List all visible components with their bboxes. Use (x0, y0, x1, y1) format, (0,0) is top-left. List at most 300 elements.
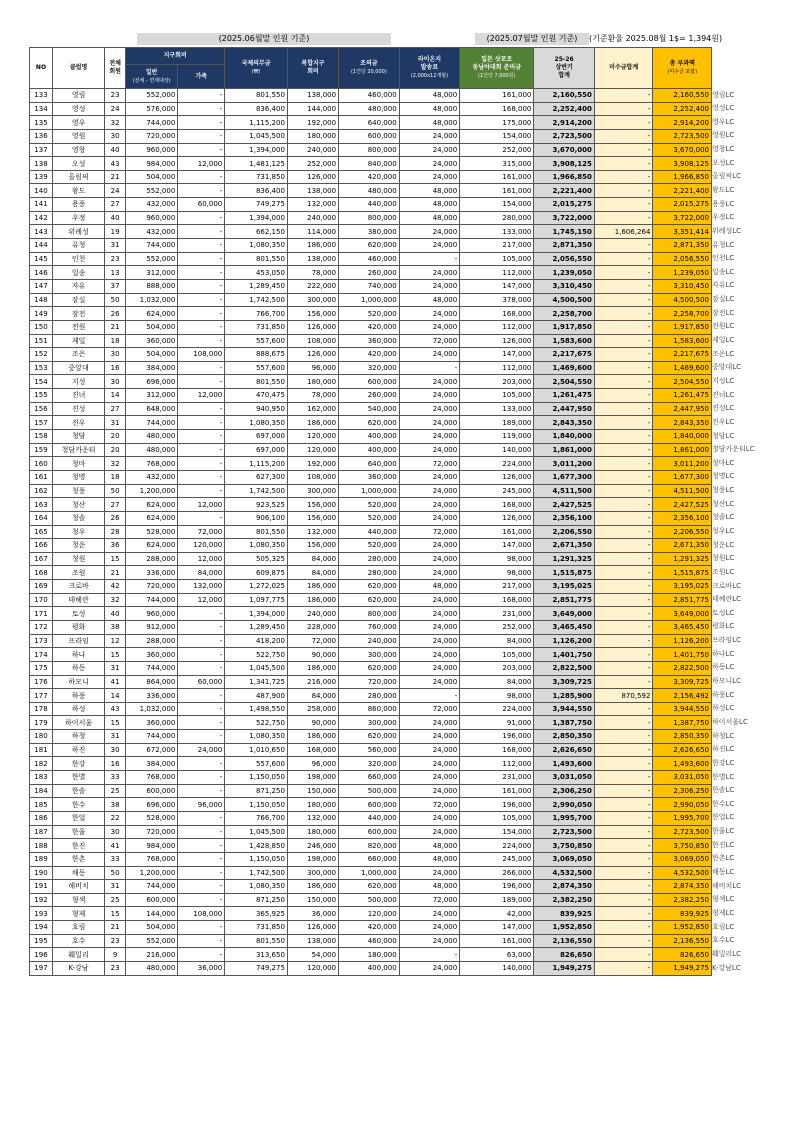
half-total: 1,966,850 (534, 170, 595, 184)
lion-magazine-fee: 24,000 (399, 416, 460, 430)
half-total: 2,871,350 (534, 239, 595, 253)
japan-fund: 98,000 (460, 552, 534, 566)
intl-dues: 940,950 (225, 402, 288, 416)
member-count: 25 (105, 893, 126, 907)
unpaid-total: - (594, 825, 652, 839)
table-row (30, 89, 712, 103)
japan-fund: 154,000 (460, 825, 534, 839)
member-count: 36 (105, 539, 126, 553)
club-name: 전원 (52, 320, 104, 334)
japan-fund: 147,000 (460, 921, 534, 935)
condolence-fee: 620,000 (339, 239, 400, 253)
family-fee: - (178, 293, 225, 307)
header-japan-fund-label: 일본 삿포로 동남아대회 준비금 (472, 56, 522, 71)
half-total: 2,382,250 (534, 893, 595, 907)
club-name: 한별 (52, 771, 104, 785)
table-row (30, 716, 712, 730)
side-club-label: 영성LC (712, 104, 735, 113)
condolence-fee: 280,000 (339, 552, 400, 566)
dues-table (29, 47, 712, 976)
intl-dues: 1,394,000 (225, 211, 288, 225)
side-club-label: 청담LC (712, 431, 735, 440)
row-no: 146 (30, 266, 53, 280)
intl-dues: 871,250 (225, 893, 288, 907)
general-fee: 984,000 (126, 839, 178, 853)
grand-total: 4,500,500 (653, 293, 712, 307)
unpaid-total: - (594, 170, 652, 184)
general-fee: 624,000 (126, 307, 178, 321)
condolence-fee: 480,000 (339, 102, 400, 116)
row-no: 184 (30, 784, 53, 798)
member-count: 25 (105, 784, 126, 798)
lion-magazine-fee: 24,000 (399, 320, 460, 334)
member-count: 40 (105, 607, 126, 621)
table-row (30, 102, 712, 116)
table-row (30, 266, 712, 280)
japan-fund: 189,000 (460, 893, 534, 907)
member-count: 21 (105, 566, 126, 580)
unpaid-total: - (594, 620, 652, 634)
family-fee: - (178, 689, 225, 703)
grand-total: 4,532,500 (653, 866, 712, 880)
member-count: 14 (105, 689, 126, 703)
composite-fee: 168,000 (287, 743, 338, 757)
row-no: 186 (30, 811, 53, 825)
general-fee: 552,000 (126, 89, 178, 103)
general-fee: 744,000 (126, 239, 178, 253)
half-total: 1,677,300 (534, 470, 595, 484)
side-club-label: 영우LC (712, 117, 735, 126)
grand-total: 2,252,400 (653, 102, 712, 116)
composite-fee: 228,000 (287, 620, 338, 634)
club-name: 진성 (52, 402, 104, 416)
member-count: 41 (105, 839, 126, 853)
half-total: 3,309,725 (534, 675, 595, 689)
side-club-label: 한강LC (712, 758, 735, 767)
side-club-label: 한촌LC (712, 854, 735, 863)
lion-magazine-fee: 24,000 (399, 348, 460, 362)
member-count: 30 (105, 743, 126, 757)
row-no: 175 (30, 661, 53, 675)
table-row (30, 457, 712, 471)
general-fee: 768,000 (126, 852, 178, 866)
row-no: 165 (30, 525, 53, 539)
lion-magazine-fee: 24,000 (399, 402, 460, 416)
side-club-label: 한수LC (712, 799, 735, 808)
row-no: 182 (30, 757, 53, 771)
general-fee: 336,000 (126, 566, 178, 580)
unpaid-total: - (594, 921, 652, 935)
japan-fund: 161,000 (460, 934, 534, 948)
grand-total: 1,677,300 (653, 470, 712, 484)
row-no: 192 (30, 893, 53, 907)
club-name: 영림 (52, 89, 104, 103)
grand-total: 2,136,550 (653, 934, 712, 948)
family-fee: - (178, 143, 225, 157)
general-fee: 744,000 (126, 730, 178, 744)
lion-magazine-fee: 24,000 (399, 157, 460, 171)
intl-dues: 801,550 (225, 525, 288, 539)
club-name: 평화 (52, 620, 104, 634)
club-name: 인천 (52, 252, 104, 266)
japan-fund: 175,000 (460, 116, 534, 130)
unpaid-total: - (594, 962, 652, 976)
club-name: 한진 (52, 839, 104, 853)
family-fee: - (178, 266, 225, 280)
condolence-fee: 420,000 (339, 170, 400, 184)
member-count: 40 (105, 211, 126, 225)
member-count: 23 (105, 934, 126, 948)
intl-dues: 1,742,500 (225, 484, 288, 498)
japan-fund: 231,000 (460, 771, 534, 785)
lion-magazine-fee: - (399, 252, 460, 266)
intl-dues: 1,394,000 (225, 607, 288, 621)
half-total: 3,310,450 (534, 279, 595, 293)
grand-total: 1,126,200 (653, 634, 712, 648)
grand-total: 826,650 (653, 948, 712, 962)
family-fee: - (178, 511, 225, 525)
table-row (30, 962, 712, 976)
japan-fund: 154,000 (460, 129, 534, 143)
header-grand-total-label: 총 부과액 (669, 60, 695, 67)
intl-dues: 522,750 (225, 716, 288, 730)
composite-fee: 138,000 (287, 252, 338, 266)
grand-total: 1,291,325 (653, 552, 712, 566)
grand-total: 2,258,700 (653, 307, 712, 321)
family-fee: - (178, 839, 225, 853)
member-count: 24 (105, 184, 126, 198)
general-fee: 552,000 (126, 252, 178, 266)
lion-magazine-fee: 24,000 (399, 566, 460, 580)
general-fee: 696,000 (126, 375, 178, 389)
club-name: 우정 (52, 211, 104, 225)
condolence-fee: 860,000 (339, 702, 400, 716)
row-no: 158 (30, 430, 53, 444)
side-club-label: 조은LC (712, 349, 735, 358)
family-fee: - (178, 334, 225, 348)
lion-magazine-fee: 24,000 (399, 170, 460, 184)
header-lion-magazine (399, 48, 460, 89)
family-fee: - (178, 443, 225, 457)
family-fee: 108,000 (178, 348, 225, 362)
member-count: 12 (105, 634, 126, 648)
member-count: 18 (105, 470, 126, 484)
side-club-label: 자유LC (712, 281, 735, 290)
composite-fee: 222,000 (287, 279, 338, 293)
row-no: 181 (30, 743, 53, 757)
row-no: 169 (30, 580, 53, 594)
header-general (126, 65, 178, 89)
family-fee: - (178, 852, 225, 866)
header-grand-total-sub: (미수금 포함) (667, 69, 698, 75)
condolence-fee: 620,000 (339, 661, 400, 675)
member-count: 38 (105, 798, 126, 812)
intl-dues: 1,742,500 (225, 293, 288, 307)
family-fee: - (178, 607, 225, 621)
unpaid-total: - (594, 934, 652, 948)
row-no: 152 (30, 348, 53, 362)
club-name: 자유 (52, 279, 104, 293)
general-fee: 528,000 (126, 525, 178, 539)
condolence-fee: 600,000 (339, 375, 400, 389)
general-fee: 720,000 (126, 129, 178, 143)
side-club-label: 우정LC (712, 213, 735, 222)
table-row (30, 771, 712, 785)
half-total: 3,069,050 (534, 852, 595, 866)
japan-fund: 315,000 (460, 157, 534, 171)
japan-fund: 378,000 (460, 293, 534, 307)
half-total: 3,465,450 (534, 620, 595, 634)
condolence-fee: 420,000 (339, 921, 400, 935)
lion-magazine-fee: - (399, 948, 460, 962)
unpaid-total: - (594, 184, 652, 198)
half-total: 1,291,325 (534, 552, 595, 566)
composite-fee: 138,000 (287, 89, 338, 103)
half-total: 2,206,550 (534, 525, 595, 539)
table-row (30, 866, 712, 880)
composite-fee: 186,000 (287, 880, 338, 894)
general-fee: 144,000 (126, 907, 178, 921)
member-count: 9 (105, 948, 126, 962)
table-row (30, 798, 712, 812)
grand-total: 2,874,350 (653, 880, 712, 894)
row-no: 151 (30, 334, 53, 348)
japan-fund: 126,000 (460, 511, 534, 525)
family-fee: - (178, 129, 225, 143)
member-count: 41 (105, 675, 126, 689)
composite-fee: 162,000 (287, 402, 338, 416)
composite-fee: 258,000 (287, 702, 338, 716)
condolence-fee: 600,000 (339, 825, 400, 839)
club-name: 하성 (52, 702, 104, 716)
grand-total: 2,914,200 (653, 116, 712, 130)
general-fee: 336,000 (126, 689, 178, 703)
condolence-fee: 500,000 (339, 784, 400, 798)
grand-total: 2,382,250 (653, 893, 712, 907)
general-fee: 600,000 (126, 893, 178, 907)
table-row (30, 784, 712, 798)
side-club-label: 한별LC (712, 772, 735, 781)
japan-fund: 161,000 (460, 89, 534, 103)
club-name: 지성 (52, 375, 104, 389)
unpaid-total: - (594, 811, 652, 825)
japan-fund: 112,000 (460, 361, 534, 375)
unpaid-total: - (594, 416, 652, 430)
table-row (30, 170, 712, 184)
unpaid-total: - (594, 525, 652, 539)
half-total: 2,306,250 (534, 784, 595, 798)
table-row (30, 689, 712, 703)
condolence-fee: 800,000 (339, 211, 400, 225)
general-fee: 360,000 (126, 716, 178, 730)
half-total: 2,356,100 (534, 511, 595, 525)
japan-fund: 84,000 (460, 634, 534, 648)
club-name: 잠실 (52, 293, 104, 307)
row-no: 188 (30, 839, 53, 853)
side-club-label: 하나LC (712, 649, 735, 658)
table-row (30, 580, 712, 594)
grand-total: 4,511,500 (653, 484, 712, 498)
lion-magazine-fee: 24,000 (399, 730, 460, 744)
club-name: 조은 (52, 348, 104, 362)
condolence-fee: 460,000 (339, 934, 400, 948)
side-club-label: 하진LC (712, 745, 735, 754)
family-fee: 60,000 (178, 198, 225, 212)
japan-fund: 252,000 (460, 620, 534, 634)
condolence-fee: 500,000 (339, 893, 400, 907)
table-row (30, 348, 712, 362)
grand-total: 1,515,875 (653, 566, 712, 580)
condolence-fee: 560,000 (339, 743, 400, 757)
side-club-label: 하풍LC (712, 690, 735, 699)
family-fee: - (178, 866, 225, 880)
club-name: 청솔 (52, 511, 104, 525)
unpaid-total: - (594, 743, 652, 757)
member-count: 30 (105, 375, 126, 389)
half-total: 2,136,550 (534, 934, 595, 948)
unpaid-total: - (594, 239, 652, 253)
composite-fee: 90,000 (287, 648, 338, 662)
composite-fee: 156,000 (287, 498, 338, 512)
family-fee: 12,000 (178, 389, 225, 403)
lion-magazine-fee: 24,000 (399, 620, 460, 634)
club-name: 하나 (52, 648, 104, 662)
lion-magazine-fee: - (399, 689, 460, 703)
family-fee: 36,000 (178, 962, 225, 976)
table-row (30, 320, 712, 334)
table-row (30, 361, 712, 375)
side-club-label: 한얼LC (712, 813, 735, 822)
half-total: 1,239,050 (534, 266, 595, 280)
table-row (30, 402, 712, 416)
half-total: 2,843,350 (534, 416, 595, 430)
member-count: 23 (105, 962, 126, 976)
row-no: 156 (30, 402, 53, 416)
note-june-basis: (2025.06월말 인원 기준) (137, 33, 391, 45)
grand-total: 3,649,000 (653, 607, 712, 621)
unpaid-total: - (594, 430, 652, 444)
composite-fee: 84,000 (287, 566, 338, 580)
condolence-fee: 420,000 (339, 348, 400, 362)
composite-fee: 246,000 (287, 839, 338, 853)
row-no: 137 (30, 143, 53, 157)
intl-dues: 731,850 (225, 320, 288, 334)
row-no: 154 (30, 375, 53, 389)
intl-dues: 906,100 (225, 511, 288, 525)
member-count: 15 (105, 716, 126, 730)
condolence-fee: 660,000 (339, 852, 400, 866)
grand-total: 1,949,275 (653, 962, 712, 976)
composite-fee: 180,000 (287, 798, 338, 812)
family-fee: - (178, 716, 225, 730)
table-row (30, 825, 712, 839)
half-total: 2,851,775 (534, 593, 595, 607)
lion-magazine-fee: 48,000 (399, 116, 460, 130)
header-grand-total (653, 48, 712, 89)
grand-total: 2,447,950 (653, 402, 712, 416)
row-no: 166 (30, 539, 53, 553)
intl-dues: 1,150,050 (225, 798, 288, 812)
header-no: NO (30, 48, 53, 89)
side-club-label: 테헤란LC (712, 595, 742, 604)
header-lion-magazine-sub: (2,000x12개월) (410, 73, 449, 79)
side-club-label: 호림LC (712, 922, 735, 931)
row-no: 144 (30, 239, 53, 253)
general-fee: 960,000 (126, 211, 178, 225)
lion-magazine-fee: 24,000 (399, 593, 460, 607)
side-club-label: 청운LC (712, 540, 735, 549)
intl-dues: 1,428,850 (225, 839, 288, 853)
composite-fee: 180,000 (287, 825, 338, 839)
side-club-label: 영창LC (712, 145, 735, 154)
unpaid-total: - (594, 320, 652, 334)
unpaid-total: - (594, 634, 652, 648)
condolence-fee: 520,000 (339, 539, 400, 553)
condolence-fee: 400,000 (339, 430, 400, 444)
club-name: 하이서울 (52, 716, 104, 730)
member-count: 26 (105, 511, 126, 525)
composite-fee: 156,000 (287, 511, 338, 525)
side-club-label: 크로바LC (712, 581, 742, 590)
header-condolence (339, 48, 400, 89)
header-district-fee: 지구회비 (126, 48, 225, 65)
grand-total: 1,493,600 (653, 757, 712, 771)
lion-magazine-fee: 24,000 (399, 498, 460, 512)
member-count: 31 (105, 880, 126, 894)
lion-magazine-fee: 48,000 (399, 580, 460, 594)
lion-magazine-fee: 24,000 (399, 239, 460, 253)
table-row (30, 198, 712, 212)
unpaid-total: - (594, 852, 652, 866)
condolence-fee: 1,000,000 (339, 293, 400, 307)
table-row (30, 211, 712, 225)
row-no: 179 (30, 716, 53, 730)
general-fee: 1,032,000 (126, 702, 178, 716)
condolence-fee: 620,000 (339, 416, 400, 430)
grand-total: 2,626,650 (653, 743, 712, 757)
composite-fee: 108,000 (287, 334, 338, 348)
japan-fund: 252,000 (460, 143, 534, 157)
half-total: 2,221,400 (534, 184, 595, 198)
condolence-fee: 380,000 (339, 225, 400, 239)
unpaid-total: - (594, 511, 652, 525)
side-club-label: 위례성LC (712, 226, 742, 235)
row-no: 180 (30, 730, 53, 744)
general-fee: 864,000 (126, 675, 178, 689)
grand-total: 1,966,850 (653, 170, 712, 184)
unpaid-total: - (594, 157, 652, 171)
half-total: 3,670,000 (534, 143, 595, 157)
club-name: 영원 (52, 129, 104, 143)
club-name: 위례성 (52, 225, 104, 239)
intl-dues: 609,875 (225, 566, 288, 580)
condolence-fee: 520,000 (339, 498, 400, 512)
intl-dues: 801,550 (225, 375, 288, 389)
intl-dues: 522,750 (225, 648, 288, 662)
table-row (30, 948, 712, 962)
intl-dues: 505,325 (225, 552, 288, 566)
table-row (30, 334, 712, 348)
condolence-fee: 440,000 (339, 198, 400, 212)
general-fee: 768,000 (126, 457, 178, 471)
lion-magazine-fee: 24,000 (399, 634, 460, 648)
member-count: 23 (105, 89, 126, 103)
condolence-fee: 620,000 (339, 593, 400, 607)
intl-dues: 470,475 (225, 389, 288, 403)
japan-fund: 112,000 (460, 757, 534, 771)
half-total: 3,944,550 (534, 702, 595, 716)
japan-fund: 196,000 (460, 880, 534, 894)
